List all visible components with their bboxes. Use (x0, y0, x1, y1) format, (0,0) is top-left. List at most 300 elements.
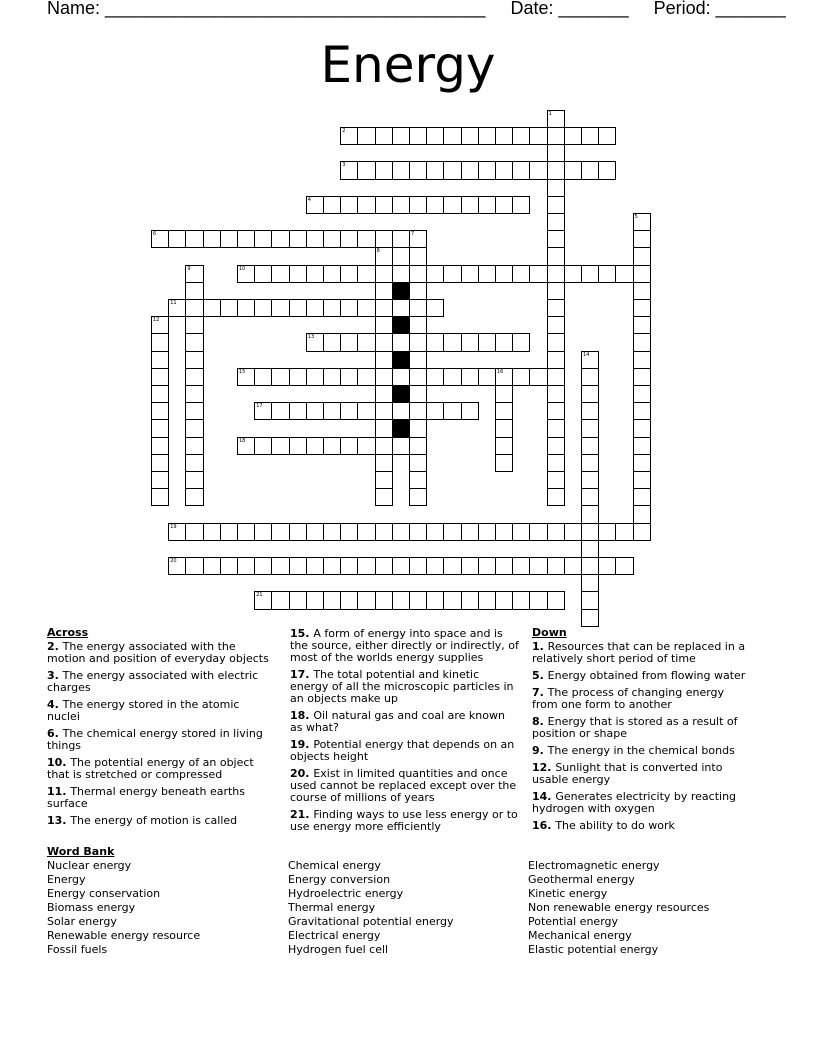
grid-cell[interactable] (478, 591, 496, 609)
grid-cell[interactable] (340, 299, 358, 317)
grid-cell[interactable] (271, 557, 289, 575)
grid-cell[interactable] (323, 368, 341, 386)
grid-cell[interactable] (392, 591, 410, 609)
grid-cell[interactable] (409, 299, 427, 317)
grid-cell[interactable] (581, 557, 599, 575)
grid-cell[interactable] (547, 230, 565, 248)
grid-cell[interactable] (151, 471, 169, 489)
grid-cell[interactable] (151, 368, 169, 386)
grid-cell[interactable] (547, 247, 565, 265)
grid-cell[interactable] (426, 523, 444, 541)
grid-cell[interactable] (357, 299, 375, 317)
grid-cell[interactable] (289, 402, 307, 420)
grid-cell[interactable] (254, 368, 272, 386)
grid-cell[interactable] (581, 351, 599, 369)
grid-cell[interactable] (357, 196, 375, 214)
grid-cell[interactable] (271, 402, 289, 420)
grid-cell[interactable] (581, 419, 599, 437)
grid-cell[interactable] (564, 523, 582, 541)
grid-cell[interactable] (547, 385, 565, 403)
grid-cell[interactable] (529, 127, 547, 145)
grid-cell[interactable] (237, 299, 255, 317)
grid-cell[interactable] (598, 161, 616, 179)
grid-cell[interactable] (598, 557, 616, 575)
grid-cell[interactable] (495, 419, 513, 437)
grid-cell[interactable] (581, 161, 599, 179)
grid-cell[interactable] (443, 161, 461, 179)
grid-cell[interactable] (581, 368, 599, 386)
grid-cell[interactable] (495, 385, 513, 403)
grid-cell[interactable] (306, 333, 324, 351)
grid-cell[interactable] (271, 523, 289, 541)
grid-cell[interactable] (547, 333, 565, 351)
grid-cell[interactable] (633, 299, 651, 317)
grid-cell[interactable] (547, 351, 565, 369)
grid-cell[interactable] (547, 161, 565, 179)
grid-cell[interactable] (633, 523, 651, 541)
grid-cell[interactable] (633, 505, 651, 523)
grid-cell[interactable] (581, 609, 599, 627)
grid-cell[interactable] (185, 454, 203, 472)
grid-cell[interactable] (547, 471, 565, 489)
grid-cell[interactable] (547, 402, 565, 420)
grid-cell[interactable] (409, 230, 427, 248)
grid-cell[interactable] (185, 230, 203, 248)
grid-cell[interactable] (306, 523, 324, 541)
grid-cell[interactable] (547, 316, 565, 334)
grid-cell[interactable] (289, 557, 307, 575)
grid-cell[interactable] (633, 419, 651, 437)
grid-cell[interactable] (547, 437, 565, 455)
grid-cell[interactable] (512, 591, 530, 609)
grid-cell[interactable] (461, 161, 479, 179)
grid-cell[interactable] (357, 402, 375, 420)
grid-cell[interactable] (495, 368, 513, 386)
grid-cell[interactable] (409, 385, 427, 403)
grid-cell[interactable] (185, 333, 203, 351)
grid-cell[interactable] (306, 299, 324, 317)
grid-cell[interactable] (323, 591, 341, 609)
grid-cell[interactable] (392, 161, 410, 179)
grid-cell[interactable] (478, 557, 496, 575)
grid-cell[interactable] (581, 265, 599, 283)
grid-cell[interactable] (633, 368, 651, 386)
grid-cell[interactable] (409, 161, 427, 179)
grid-cell[interactable] (392, 230, 410, 248)
grid-cell[interactable] (392, 523, 410, 541)
grid-cell[interactable] (340, 368, 358, 386)
grid-cell[interactable] (375, 591, 393, 609)
grid-cell[interactable] (340, 265, 358, 283)
grid-cell[interactable] (151, 230, 169, 248)
grid-cell[interactable] (633, 488, 651, 506)
grid-cell[interactable] (564, 127, 582, 145)
grid-cell[interactable] (340, 557, 358, 575)
grid-cell[interactable] (254, 591, 272, 609)
grid-cell[interactable] (478, 333, 496, 351)
grid-cell[interactable] (529, 591, 547, 609)
grid-cell[interactable] (409, 591, 427, 609)
grid-cell[interactable] (633, 316, 651, 334)
grid-cell[interactable] (254, 230, 272, 248)
grid-cell[interactable] (392, 299, 410, 317)
grid-cell[interactable] (443, 591, 461, 609)
grid-cell[interactable] (564, 265, 582, 283)
grid-cell[interactable] (547, 368, 565, 386)
grid-cell[interactable] (323, 402, 341, 420)
grid-cell[interactable] (495, 557, 513, 575)
grid-cell[interactable] (323, 557, 341, 575)
grid-cell[interactable] (426, 127, 444, 145)
grid-cell[interactable] (340, 437, 358, 455)
grid-cell[interactable] (203, 557, 221, 575)
grid-cell[interactable] (478, 523, 496, 541)
grid-cell[interactable] (323, 437, 341, 455)
grid-cell[interactable] (151, 402, 169, 420)
grid-cell[interactable] (598, 127, 616, 145)
grid-cell[interactable] (547, 299, 565, 317)
grid-cell[interactable] (598, 265, 616, 283)
grid-cell[interactable] (495, 402, 513, 420)
grid-cell[interactable] (461, 333, 479, 351)
grid-cell[interactable] (461, 402, 479, 420)
grid-cell[interactable] (220, 557, 238, 575)
grid-cell[interactable] (547, 523, 565, 541)
grid-cell[interactable] (581, 437, 599, 455)
grid-cell[interactable] (443, 402, 461, 420)
grid-cell[interactable] (289, 368, 307, 386)
grid-cell[interactable] (409, 127, 427, 145)
grid-cell[interactable] (547, 265, 565, 283)
grid-cell[interactable] (461, 127, 479, 145)
grid-cell[interactable] (375, 265, 393, 283)
grid-cell[interactable] (375, 161, 393, 179)
grid-cell[interactable] (426, 299, 444, 317)
grid-cell[interactable] (151, 385, 169, 403)
grid-cell[interactable] (323, 230, 341, 248)
name-field[interactable]: ______________________________________ (105, 0, 486, 18)
grid-cell[interactable] (375, 454, 393, 472)
grid-cell[interactable] (289, 230, 307, 248)
grid-cell[interactable] (512, 161, 530, 179)
grid-cell[interactable] (495, 196, 513, 214)
grid-cell[interactable] (185, 351, 203, 369)
grid-cell[interactable] (409, 437, 427, 455)
grid-cell[interactable] (289, 591, 307, 609)
grid-cell[interactable] (461, 196, 479, 214)
grid-cell[interactable] (581, 540, 599, 558)
grid-cell[interactable] (495, 333, 513, 351)
grid-cell[interactable] (151, 316, 169, 334)
grid-cell[interactable] (220, 299, 238, 317)
grid-cell[interactable] (581, 385, 599, 403)
grid-cell[interactable] (633, 385, 651, 403)
grid-cell[interactable] (495, 591, 513, 609)
grid-cell[interactable] (306, 437, 324, 455)
grid-cell[interactable] (185, 557, 203, 575)
grid-cell[interactable] (443, 333, 461, 351)
grid-cell[interactable] (478, 161, 496, 179)
grid-cell[interactable] (203, 523, 221, 541)
grid-cell[interactable] (357, 230, 375, 248)
grid-cell[interactable] (254, 523, 272, 541)
grid-cell[interactable] (581, 591, 599, 609)
grid-cell[interactable] (306, 196, 324, 214)
grid-cell[interactable] (323, 265, 341, 283)
grid-cell[interactable] (615, 523, 633, 541)
grid-cell[interactable] (375, 127, 393, 145)
grid-cell[interactable] (271, 230, 289, 248)
grid-cell[interactable] (340, 591, 358, 609)
grid-cell[interactable] (357, 591, 375, 609)
grid-cell[interactable] (340, 523, 358, 541)
grid-cell[interactable] (409, 557, 427, 575)
grid-cell[interactable] (185, 437, 203, 455)
grid-cell[interactable] (392, 437, 410, 455)
grid-cell[interactable] (185, 368, 203, 386)
grid-cell[interactable] (426, 402, 444, 420)
grid-cell[interactable] (409, 454, 427, 472)
grid-cell[interactable] (495, 437, 513, 455)
grid-cell[interactable] (375, 368, 393, 386)
grid-cell[interactable] (289, 299, 307, 317)
grid-cell[interactable] (409, 316, 427, 334)
grid-cell[interactable] (168, 523, 186, 541)
grid-cell[interactable] (375, 196, 393, 214)
grid-cell[interactable] (357, 333, 375, 351)
grid-cell[interactable] (461, 368, 479, 386)
grid-cell[interactable] (168, 230, 186, 248)
grid-cell[interactable] (151, 454, 169, 472)
grid-cell[interactable] (529, 557, 547, 575)
grid-cell[interactable] (357, 368, 375, 386)
grid-cell[interactable] (529, 523, 547, 541)
grid-cell[interactable] (633, 402, 651, 420)
grid-cell[interactable] (392, 196, 410, 214)
grid-cell[interactable] (633, 333, 651, 351)
grid-cell[interactable] (237, 368, 255, 386)
grid-cell[interactable] (375, 230, 393, 248)
grid-cell[interactable] (547, 213, 565, 231)
grid-cell[interactable] (547, 488, 565, 506)
grid-cell[interactable] (392, 333, 410, 351)
grid-cell[interactable] (168, 299, 186, 317)
grid-cell[interactable] (581, 505, 599, 523)
grid-cell[interactable] (185, 316, 203, 334)
grid-cell[interactable] (529, 161, 547, 179)
grid-cell[interactable] (633, 230, 651, 248)
grid-cell[interactable] (254, 402, 272, 420)
grid-cell[interactable] (581, 574, 599, 592)
grid-cell[interactable] (409, 419, 427, 437)
grid-cell[interactable] (461, 265, 479, 283)
grid-cell[interactable] (547, 110, 565, 128)
grid-cell[interactable] (185, 265, 203, 283)
grid-cell[interactable] (254, 265, 272, 283)
grid-cell[interactable] (306, 402, 324, 420)
grid-cell[interactable] (409, 523, 427, 541)
grid-cell[interactable] (306, 591, 324, 609)
grid-cell[interactable] (547, 557, 565, 575)
period-field[interactable]: _______ (715, 0, 786, 18)
grid-cell[interactable] (185, 419, 203, 437)
grid-cell[interactable] (443, 127, 461, 145)
grid-cell[interactable] (426, 196, 444, 214)
grid-cell[interactable] (633, 265, 651, 283)
grid-cell[interactable] (392, 557, 410, 575)
grid-cell[interactable] (323, 333, 341, 351)
grid-cell[interactable] (443, 523, 461, 541)
grid-cell[interactable] (633, 471, 651, 489)
grid-cell[interactable] (633, 454, 651, 472)
grid-cell[interactable] (185, 471, 203, 489)
grid-cell[interactable] (409, 488, 427, 506)
grid-cell[interactable] (357, 265, 375, 283)
grid-cell[interactable] (375, 247, 393, 265)
grid-cell[interactable] (529, 368, 547, 386)
grid-cell[interactable] (392, 265, 410, 283)
grid-cell[interactable] (340, 333, 358, 351)
grid-cell[interactable] (375, 419, 393, 437)
grid-cell[interactable] (185, 402, 203, 420)
grid-cell[interactable] (409, 196, 427, 214)
grid-cell[interactable] (443, 368, 461, 386)
grid-cell[interactable] (357, 127, 375, 145)
grid-cell[interactable] (254, 299, 272, 317)
grid-cell[interactable] (185, 385, 203, 403)
grid-cell[interactable] (581, 523, 599, 541)
grid-cell[interactable] (512, 333, 530, 351)
grid-cell[interactable] (271, 368, 289, 386)
grid-cell[interactable] (633, 213, 651, 231)
grid-cell[interactable] (151, 488, 169, 506)
grid-cell[interactable] (254, 557, 272, 575)
grid-cell[interactable] (289, 523, 307, 541)
grid-cell[interactable] (237, 557, 255, 575)
grid-cell[interactable] (633, 351, 651, 369)
grid-cell[interactable] (375, 488, 393, 506)
grid-cell[interactable] (512, 368, 530, 386)
grid-cell[interactable] (306, 265, 324, 283)
grid-cell[interactable] (581, 488, 599, 506)
grid-cell[interactable] (375, 402, 393, 420)
grid-cell[interactable] (357, 437, 375, 455)
grid-cell[interactable] (323, 523, 341, 541)
grid-cell[interactable] (323, 299, 341, 317)
grid-cell[interactable] (426, 265, 444, 283)
grid-cell[interactable] (409, 265, 427, 283)
grid-cell[interactable] (615, 557, 633, 575)
grid-cell[interactable] (461, 591, 479, 609)
grid-cell[interactable] (495, 454, 513, 472)
grid-cell[interactable] (168, 557, 186, 575)
grid-cell[interactable] (375, 523, 393, 541)
grid-cell[interactable] (203, 299, 221, 317)
grid-cell[interactable] (375, 316, 393, 334)
grid-cell[interactable] (547, 282, 565, 300)
grid-cell[interactable] (357, 523, 375, 541)
grid-cell[interactable] (409, 402, 427, 420)
grid-cell[interactable] (185, 299, 203, 317)
grid-cell[interactable] (581, 127, 599, 145)
grid-cell[interactable] (375, 385, 393, 403)
grid-cell[interactable] (289, 437, 307, 455)
grid-cell[interactable] (547, 144, 565, 162)
grid-cell[interactable] (633, 247, 651, 265)
grid-cell[interactable] (271, 437, 289, 455)
grid-cell[interactable] (409, 333, 427, 351)
grid-cell[interactable] (237, 265, 255, 283)
grid-cell[interactable] (598, 523, 616, 541)
date-field[interactable]: _______ (558, 0, 629, 18)
grid-cell[interactable] (512, 523, 530, 541)
grid-cell[interactable] (581, 402, 599, 420)
grid-cell[interactable] (375, 471, 393, 489)
grid-cell[interactable] (375, 437, 393, 455)
grid-cell[interactable] (357, 557, 375, 575)
grid-cell[interactable] (547, 127, 565, 145)
grid-cell[interactable] (289, 265, 307, 283)
grid-cell[interactable] (547, 591, 565, 609)
grid-cell[interactable] (185, 488, 203, 506)
grid-cell[interactable] (340, 127, 358, 145)
grid-cell[interactable] (529, 265, 547, 283)
grid-cell[interactable] (237, 230, 255, 248)
grid-cell[interactable] (615, 265, 633, 283)
grid-cell[interactable] (375, 299, 393, 317)
grid-cell[interactable] (185, 523, 203, 541)
grid-cell[interactable] (237, 523, 255, 541)
grid-cell[interactable] (581, 471, 599, 489)
grid-cell[interactable] (443, 265, 461, 283)
grid-cell[interactable] (220, 523, 238, 541)
grid-cell[interactable] (478, 127, 496, 145)
grid-cell[interactable] (409, 368, 427, 386)
grid-cell[interactable] (340, 161, 358, 179)
grid-cell[interactable] (512, 196, 530, 214)
grid-cell[interactable] (512, 265, 530, 283)
grid-cell[interactable] (495, 161, 513, 179)
grid-cell[interactable] (512, 557, 530, 575)
grid-cell[interactable] (271, 265, 289, 283)
grid-cell[interactable] (357, 161, 375, 179)
grid-cell[interactable] (443, 557, 461, 575)
grid-cell[interactable] (426, 591, 444, 609)
grid-cell[interactable] (564, 161, 582, 179)
grid-cell[interactable] (547, 454, 565, 472)
grid-cell[interactable] (392, 127, 410, 145)
grid-cell[interactable] (151, 437, 169, 455)
grid-cell[interactable] (306, 230, 324, 248)
grid-cell[interactable] (478, 368, 496, 386)
grid-cell[interactable] (495, 127, 513, 145)
grid-cell[interactable] (547, 179, 565, 197)
grid-cell[interactable] (495, 523, 513, 541)
grid-cell[interactable] (409, 351, 427, 369)
grid-cell[interactable] (495, 265, 513, 283)
grid-cell[interactable] (254, 437, 272, 455)
grid-cell[interactable] (633, 282, 651, 300)
grid-cell[interactable] (392, 368, 410, 386)
grid-cell[interactable] (151, 419, 169, 437)
grid-cell[interactable] (220, 230, 238, 248)
grid-cell[interactable] (409, 282, 427, 300)
grid-cell[interactable] (151, 351, 169, 369)
grid-cell[interactable] (461, 523, 479, 541)
grid-cell[interactable] (564, 557, 582, 575)
grid-cell[interactable] (203, 230, 221, 248)
grid-cell[interactable] (409, 471, 427, 489)
